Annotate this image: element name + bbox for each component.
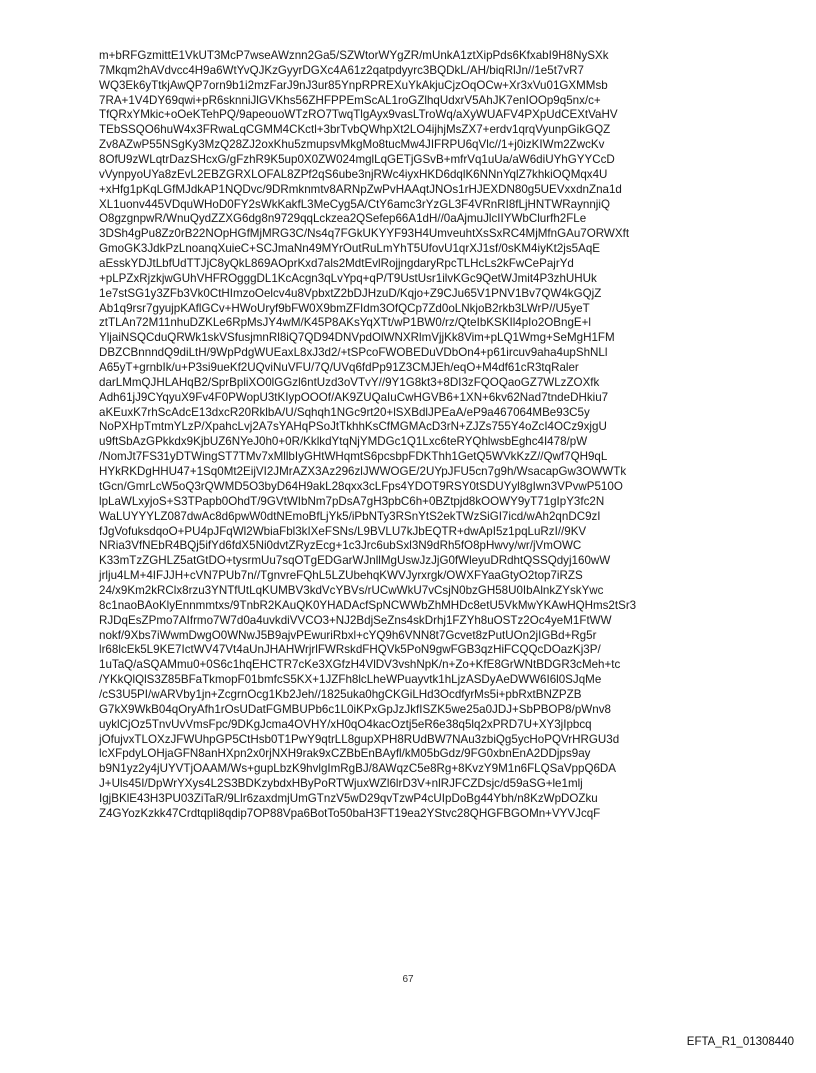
text-line: Z4GYozKzkk47Crdtqpli8qdip7OP88Vpa6BotTo50baH3FT19ea2YStvc28QHGFBGOMn+VYVJcqF (99, 806, 601, 820)
text-line: darLMmQJHLAHqB2/SprBpliXO0lGGzl6ntUzd3oVTvY//9Y1G8kt3+8DI3zFQOQaoGZ7WLzZOXfk (99, 375, 600, 389)
text-line: /YKkQlQlS3Z85BFaTkmopF01bmfcS5KX+1JZFh8lcLheWPuayvtk1hLjzASDyAeDWW6I6l0SJqMe (99, 673, 602, 687)
text-line: HYkRKDgHHU47+1Sq0Mt2EijVI2JMrAZX3Az296zlJWWOGE/2UYpJFU5cn7g9h/WsacapGw3OWWTk (99, 465, 627, 479)
text-line: +pLPZxRjzkjwGUhVHFROgggDL1KcAcgn3qLvYpq+qP/T9UstUsr1ilvKGc9QetWJmit4P3zhUHUk (99, 271, 597, 285)
text-line: Adh61jJ9CYqyuX9Fv4F0PWopU3tKIypOOOf/AK9ZUQaIuCwHGVB6+1XN+6kv62Nad7tndeDHkiu7 (99, 390, 609, 404)
text-line: NRia3VfNEbR4BQj5ifYd6fdX5Ni0dvtZRyzEcg+1c3Jrc6ubSxl3N9dRh5fO8pHwvy/wr/jVmOWC (99, 539, 582, 553)
text-line: vVynpyoUYa8zEvL2EBZGRXLOFAL8ZPf2qS6ube3njRWc4iyxHKD6dqlK6NNnYqlZ7khkiOQMqx4U (99, 167, 608, 181)
text-line: 7Mkqm2hAVdvcc4H9a6WtYvQJKzGyyrDGXc4A61z2qatpdyyrc3BQDkL/AH/biqRlJn//1e5t7vR7 (99, 63, 584, 77)
encoded-text-block (99, 49, 719, 822)
text-line: Ab1q9rsr7gyujpKAflGCv+HWoUryf9bFW0X9bmZFIdm3OfQCp7Zd0oLNkjoB2rkb3LWrP//U5yeT (99, 301, 590, 315)
text-line: m+bRFGzmittE1VkUT3McP7wseAWznn2Ga5/SZWtorWYgZR/mUnkA1ztXipPds6KfxabI9H8NySXk (99, 49, 609, 62)
page-number: 67 (402, 974, 414, 985)
text-line: XL1uonv445VDquWHoD0FY2sWkKakfL3MeCyg5A/CtY6amc3rYzGL3F4VRnRI8fLjHNTWRaynnjiQ (99, 197, 610, 211)
text-line: YljaiNSQCduQRWk1skVSfusjmnRl8iQ7QD94DNVpdOlWNXRlmVjjKk8Vim+pLQ1Wmg+SeMgH1FM (99, 331, 615, 345)
text-line: 1e7stSG1y3ZFb3Vk0CtHImzoOelcv4u8VpbxtZ2bDJHzuD/Kqjo+Z9CJu65V1PNV1Bv7QW4kGQjZ (99, 286, 602, 300)
text-line: tGcn/GmrLcW5oQ3rQWMD5O3byD64H9akL28qxx3cLFps4YDOT9RSY0tSDUYyl8gIwn3VPvwP510O (99, 479, 623, 493)
text-line: 3DSh4gPu8Zz0rB22NOpHGfMjMRG3C/Ns4q7FGkUKYYF93H4UmveuhtXsSxRC4MjMfnGAu7ORWXft (99, 227, 630, 241)
text-line: jOfujvxTLOXzJFWUhpGP5CtHsb0T1PwY9qtrLL8gupXPH8RUdBW7NAu3zbiQg5ycHoPQVrHRGU3d (99, 732, 620, 746)
text-line: A65yT+grnbIk/u+P3si9ueKf2UQviNuVFU/7Q/UVq6fdPp91Z3CMJEh/eqO+M4df61cR3tqRaler (99, 361, 579, 375)
text-line: WQ3Ek6yTtkjAwQP7orn9b1i2mzFarJ9nJ3ur85YnpRPREXuYkAkjuCjzOqOCw+Xr3xVu01GXMMsb (99, 78, 608, 92)
text-line: ztTLAn72M11nhuDZKLe6RpMsJY4wM/K45P8AKsYqXTt/wP1BW0/rz/QteIbKSKIl4pIo2OBngE+l (99, 316, 592, 330)
text-line: TEbSSQO6huW4x3FRwaLqCGMM4CKctl+3brTvbQWhpXt2LO4ijhjMsZX7+erdv1qrqVyunpGikGQZ (99, 123, 611, 137)
text-line: GmoGK3JdkPzLnoanqXuieC+SCJmaNn49MYrOutRuLmYhT5UfovU1qrXJ1sf/0sKM4iyKt2js5AqE (99, 242, 601, 256)
text-line: WaLUYYYLZ087dwAc8d6pwW0dtNEmoBfLjYk5/iPbNTy3RSnYtS2ekTWzSiGI7icd/wAh2qnDC9zI (99, 509, 601, 523)
text-line: RJDqEsZPmo7AIfrmo7W7d0a4uvkdiVVCO3+NJ2BdjSeZns4skDrhj1FZYh8uOSTz2Oc4yeM1FtWW (99, 613, 612, 627)
text-line: DBZCBnnndQ9diLtH/9WpPdgWUEaxL8xJ3d2/+tSPcoFWOBEDuVDbOn4+p61ircuv9aha4upShNLl (99, 346, 608, 360)
text-line: lcXFpdyLOHjaGFN8anHXpn2x0rjNXH9rak9xCZBbEnBAyfl/kM05bGdz/9FG0xbnEnA2DDjps9ay (99, 747, 591, 761)
text-line: nokf/9Xbs7iWwmDwgO0WNwJ5B9ajvPEwuriRbxl+cYQ9h6VNN8t7Gcvet8zPutUOn2jIGBd+Rg5r (99, 628, 597, 642)
text-line: u9ftSbAzGPkkdx9KjbUZ6NYeJ0h0+0R/KklkdYtqNjYMDGc1Q1Lxc6teRYQhlwsbEghc4I478/pW (99, 435, 588, 449)
text-line: 1uTaQ/aSQAMmu0+0S6c1hqEHCTR7cKe3XGfzH4VlDV3vshNpK/n+Zo+KfE8GrWNtBDGR3cMeh+tc (99, 658, 621, 672)
text-line: +xHfg1pKqLGfMJdkAP1NQDvc/9DRmknmtv8ARNpZwPvHAAqtJNOs1rHJEXDN80g5UEVxxdnZna1d (99, 182, 622, 196)
text-line: /cS3U5PI/wARVby1jn+ZcgrnOcg1Kb2Jeh//1825uka0hgCKGiLHd3OcdfyrMs5i+pbRxtBNZPZB (99, 687, 582, 701)
text-line: 7RA+1V4DY69qwi+pR6sknniJlGVKhs56ZHFPPEmScAL1roGZlhqUdxrV5AhJK7enIOOp9q5nx/c+ (99, 93, 601, 107)
text-line: uyklCjOz5TnvUvVmsFpc/9DKgJcma4OVHY/xH0qO4kacOztj5eR6e38q5lq2xPRD7U+XY3jIpbcq (99, 717, 592, 731)
text-line: 8c1naoBAoKlyEnnmmtxs/9TnbR2KAuQK0YHADAcfSpNCWWbZhMHDc8etU5VkMwYKAwHQHms2tSr3 (99, 598, 637, 612)
text-line: lr68lcEk5L9KE7IctWV47Vt4aUnJHAHWrjrlFWRskdFHQVk5PoN9gwFGB3qzHiFCQQcDOazKj3P/ (99, 643, 601, 657)
text-line: /NomJt7FS31yDTWingST7TMv7xMllbIyGHtWHqmtS6pcsbpFDKThh1GetQ5WVkKzZ//Qwf7QH9qL (99, 450, 608, 464)
bates-number: EFTA_R1_01308440 (686, 1036, 794, 1048)
text-line: IgjBKlE43H3PU03ZiTaR/9Llr6zaxdmjUmGTnzV5wD29qvTzwP4cUIpDoBg44Ybh/n8KzWpDOZku (99, 791, 598, 805)
text-line: fJgVofuksdqoO+PU4pJFqWl2WbiaFbl3kIXeFSNs/L9BVLU7kJbEQTR+dwApI5z1pqLuRzI//9KV (99, 524, 587, 538)
text-line: TfQRxYMkic+oOeKTehPQ/9apeouoWTzRO7TwqTlgAyx9vasLTroWq/aXyWUAFV4PXpUdCEXtVaHV (99, 108, 618, 122)
text-line: J+Uls45I/DpWrYXys4L2S3BDKzybdxHByPoRTWjuxWZl6lrD3V+nlRJFCZDsjc/d59aSG+le1mlj (99, 777, 583, 791)
text-line: aEsskYDJtLbfUdTTJjC8yQkL869AOprKxd7als2MdtEvlRojjngdaryRpcTLHcLs2kFwCePajrYd (99, 257, 574, 271)
text-line: b9N1yz2y4jUYVTjOAAM/Ws+gupLbzK9hvlgImRgBJ/8AWqzC5e8Rg+8KvzY9M1n6FLQSaVppQ6DA (99, 762, 617, 776)
text-line: G7kX9WkB04qOryAfh1rOsUDatFGMBUPb6c1L0iKPxGpJzJkfISZK5we25a0JDJ+SbPBOP8/pWnv8 (99, 702, 611, 716)
text-line: NoPXHpTmtmYLzP/XpahcLvj2A7sYAHqPSoJtTkhhKsCfMGMAcD3rN+ZJZs755Y4oZcI4OCz9xjgU (99, 420, 607, 434)
text-line: Zv8AZwP55NSgKy3MzQ28ZJ2oxKhu5zmupsvMkgMo8tucMw4JIFRPU6qVlc//1+j0izKIWm2ZwcKv (99, 138, 605, 152)
text-line: 24/x9Km2kRClx8rzu3YNTfUtLqKUMBV3kdVcYBVs/rUCwWkU7vCsjN0bzGH58U0IbAlnkZYskYwc (99, 583, 604, 597)
text-line: jrlju4LM+4IFJJH+cVN7PUb7n//TgnvreFQhL5LZUbehqKWVJyrxrgk/OWXFYaaGtyO2top7iRZS (99, 569, 583, 583)
text-line: lpLaWLxyjoS+S3TPapb0OhdT/9GVtWIbNm7pDsA7gH3pbC6h+0BZtpjd8kOOWY9yT71gIpY3fc2N (99, 494, 605, 508)
text-line: aKEuxK7rhScAdcE13dxcR20RklbA/U/Sqhqh1NGc9rt20+lSXBdlJPEaA/eP9a467064MBe93C5y (99, 405, 590, 419)
text-line: K33mTzZGHLZ5atGtDO+tysrmUu7sqOTgEDGarWJnllMgUswJzJjG0fWleyuDRdhtQSSQdyj160wW (99, 554, 611, 568)
text-line: 8OfU9zWLqtrDazSHcxG/gFzhR9K5up0X0ZW024mglLqGETjGSvB+mfrVq1uUa/aW6diUYhGYYCcD (99, 153, 615, 167)
text-line: O8gzgnpwR/WnuQydZZXG6dg8n9729qqLckzea2QSefep66A1dH//0aAjmuJlcIIYWbClurfh2FLe (99, 212, 587, 226)
